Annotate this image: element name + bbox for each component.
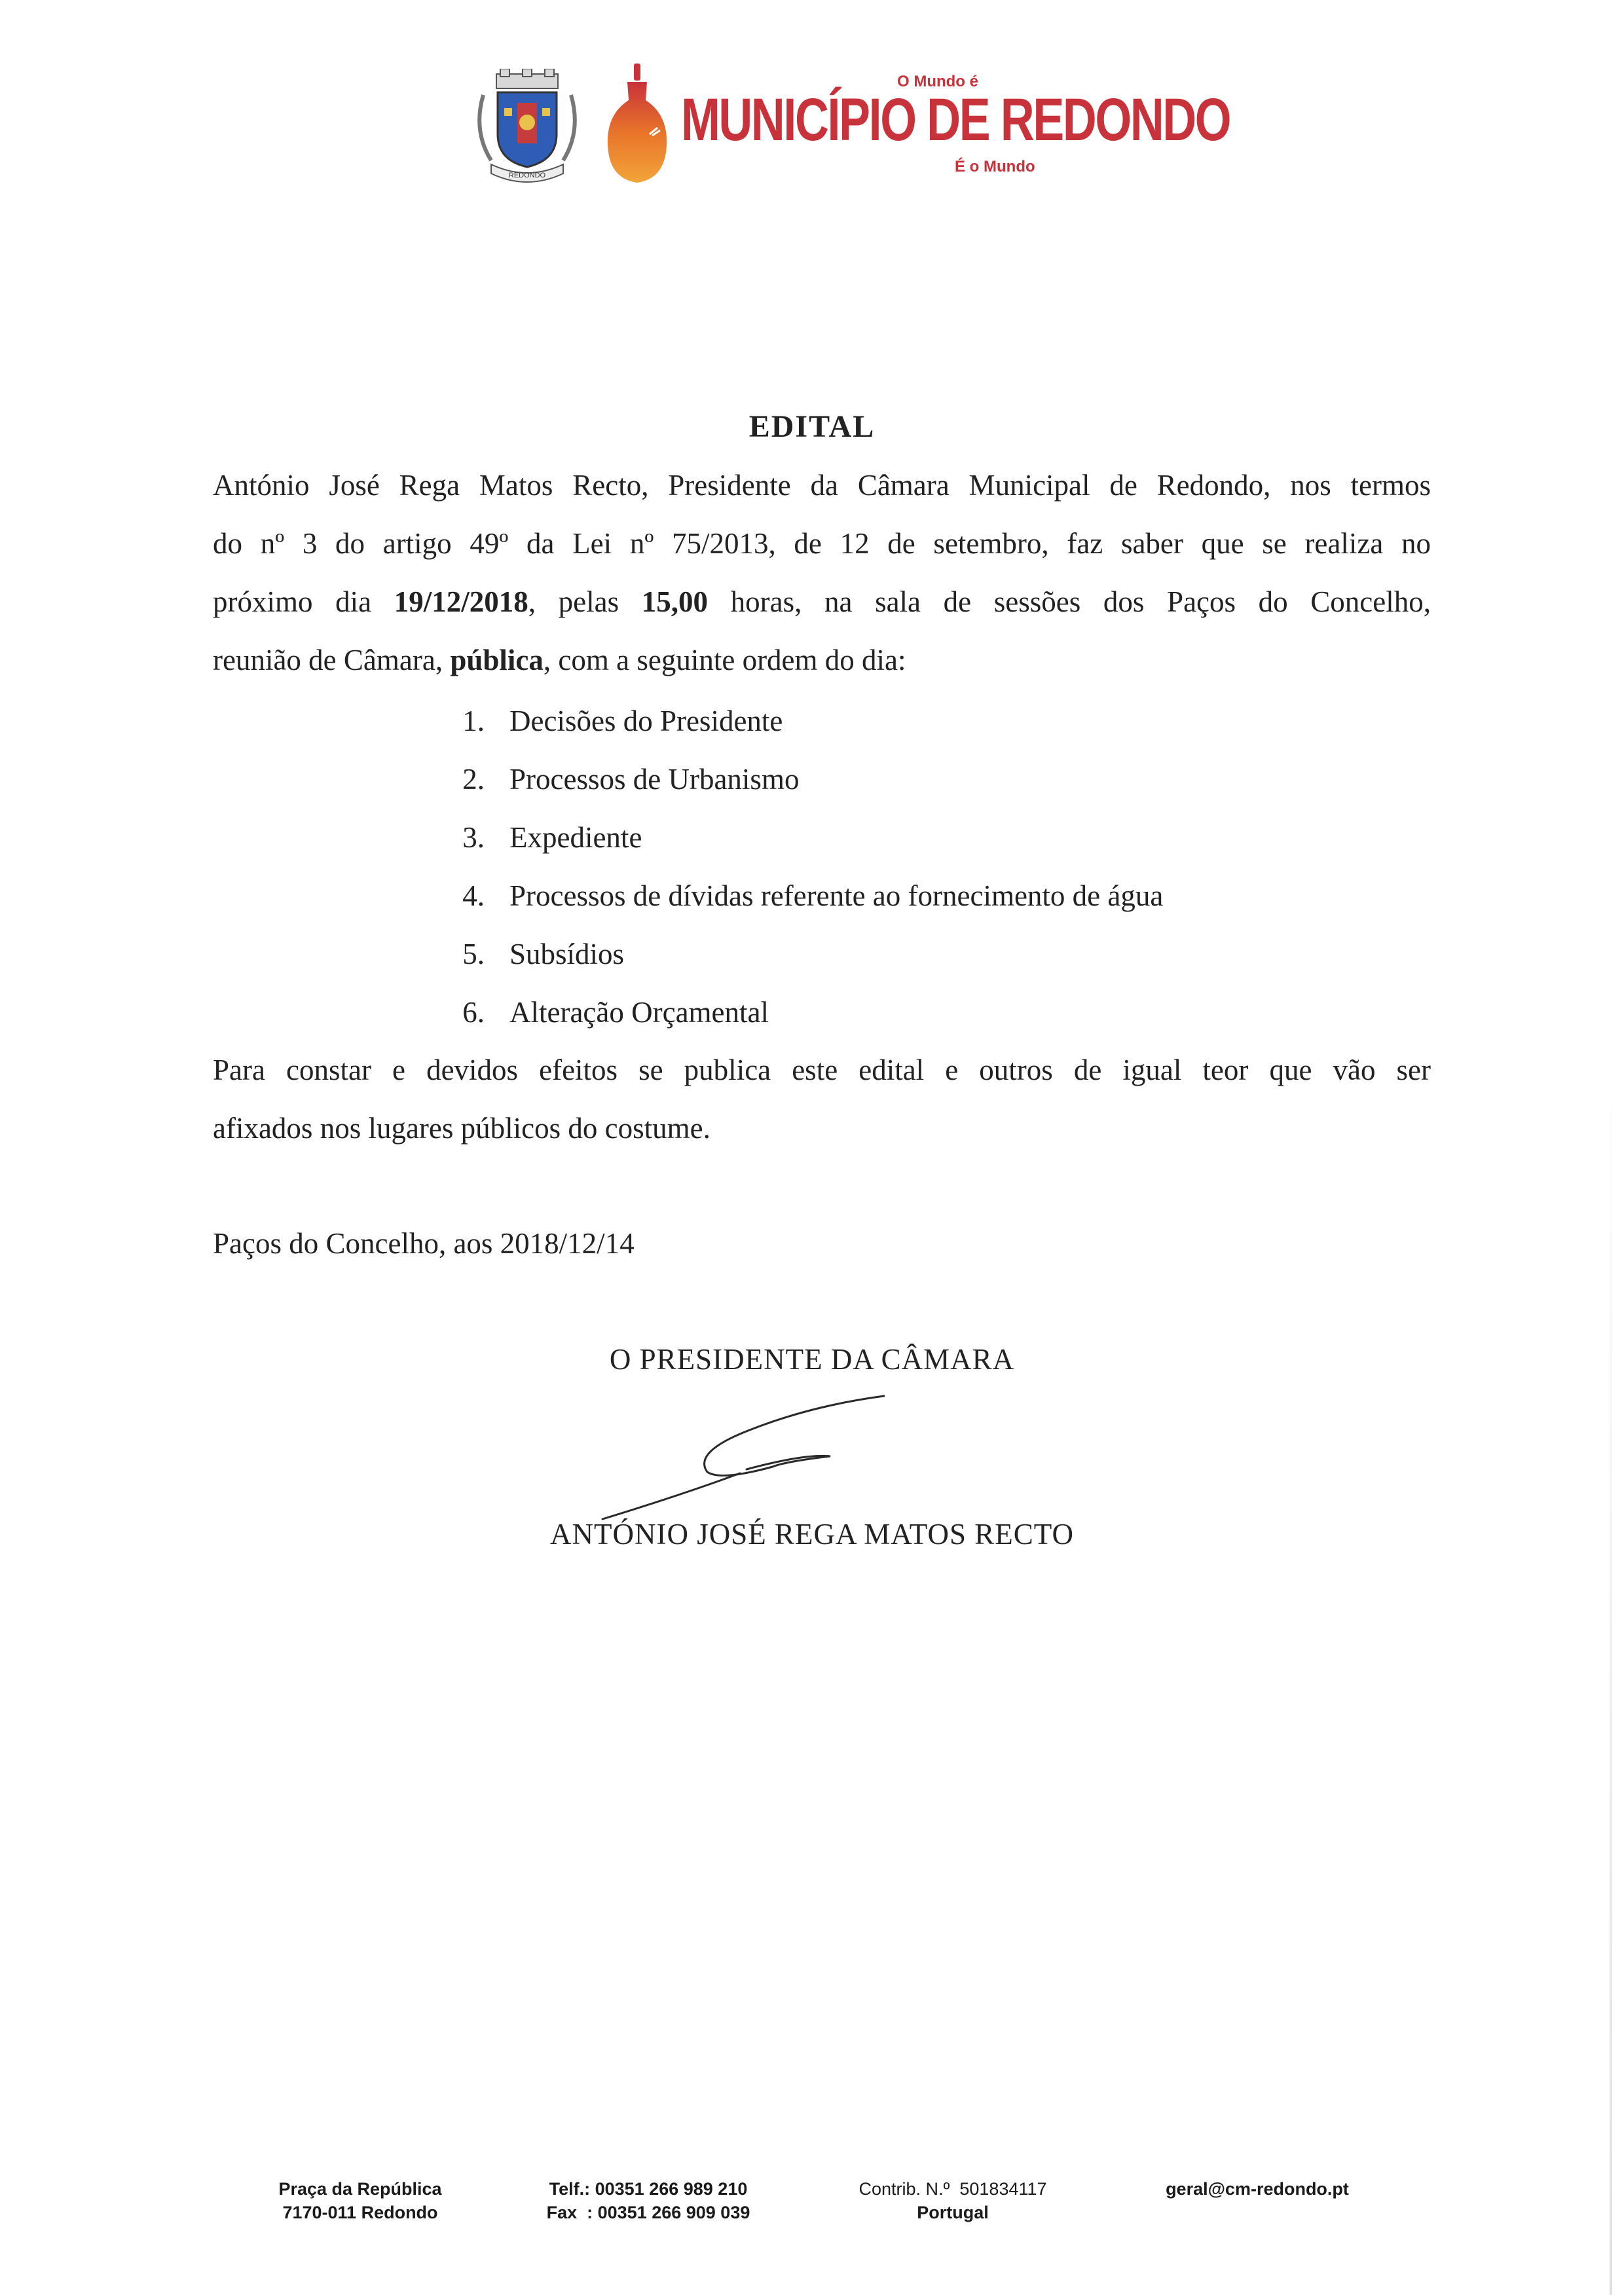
brand-tagline-bottom: É o Mundo [955,158,1035,175]
closing-line: afixados nos lugares públicos do costume. [213,1112,710,1145]
closing-paragraph [213,1041,1431,1158]
agenda-item: 2. Processos de Urbanismo [462,763,800,796]
agenda-item: 3. Expediente [462,821,642,854]
intro-paragraph [213,456,1431,689]
agenda-item: 1. Decisões do Presidente [462,705,783,737]
meeting-hour: 15,00 [641,585,708,618]
meeting-date: 19/12/2018 [394,585,528,618]
brand-tagline-top: O Mundo é [897,73,978,90]
document-title: EDITAL [748,409,876,444]
scan-edge-shadow [1610,1048,1612,2295]
intro-line: próximo dia 19/12/2018, pelas 15,00 horas, na sala de sessões dos Paços do Concelho, [213,585,1431,618]
closing-line: Para constar e devidos efeitos se publica este edital e outros de igual teor que vão ser [213,1054,1431,1086]
header-logo [471,62,1230,193]
agenda-item: 6. Alteração Orçamental [462,996,769,1029]
signatory-role: O PRESIDENTE DA CÂMARA [609,1343,1015,1376]
intro-line: reunião de Câmara, pública, com a seguinte ordem do dia: [213,644,906,676]
brand-name: MUNICÍPIO DE REDONDO [681,86,1230,153]
footer-address: Praça da República 7170-011 Redondo [278,2179,442,2222]
brand-wordmark [681,62,1230,187]
agenda-list [458,692,1163,1042]
intro-line: do nº 3 do artigo 49º da Lei nº 75/2013, de 12 de setembro, faz saber que se realiza no [213,527,1431,560]
place-and-date: Paços do Concelho, aos 2018/12/14 [213,1227,635,1260]
svg-text:REDONDO: REDONDO [508,172,546,179]
signatory-name: ANTÓNIO JOSÉ REGA MATOS RECTO [550,1518,1074,1551]
handwritten-signature-icon [589,1388,904,1532]
jug-logo-icon [602,62,674,187]
intro-line: António José Rega Matos Recto, Presidente da Câmara Municipal de Redondo, nos termos [213,469,1431,502]
coat-of-arms-icon [471,69,583,183]
footer-phone: Telf.: 00351 266 989 210 Fax : 00351 266 909 039 [546,2179,750,2222]
agenda-item: 4. Processos de dívidas referente ao fornecimento de água [462,879,1164,912]
public-meeting-label: pública [450,644,544,676]
footer-email[interactable]: geral@cm-redondo.pt [1166,2179,1349,2199]
footer-tax-number: Contrib. N.º 501834117 Portugal [858,2179,1047,2222]
agenda-item: 5. Subsídios [462,938,625,970]
